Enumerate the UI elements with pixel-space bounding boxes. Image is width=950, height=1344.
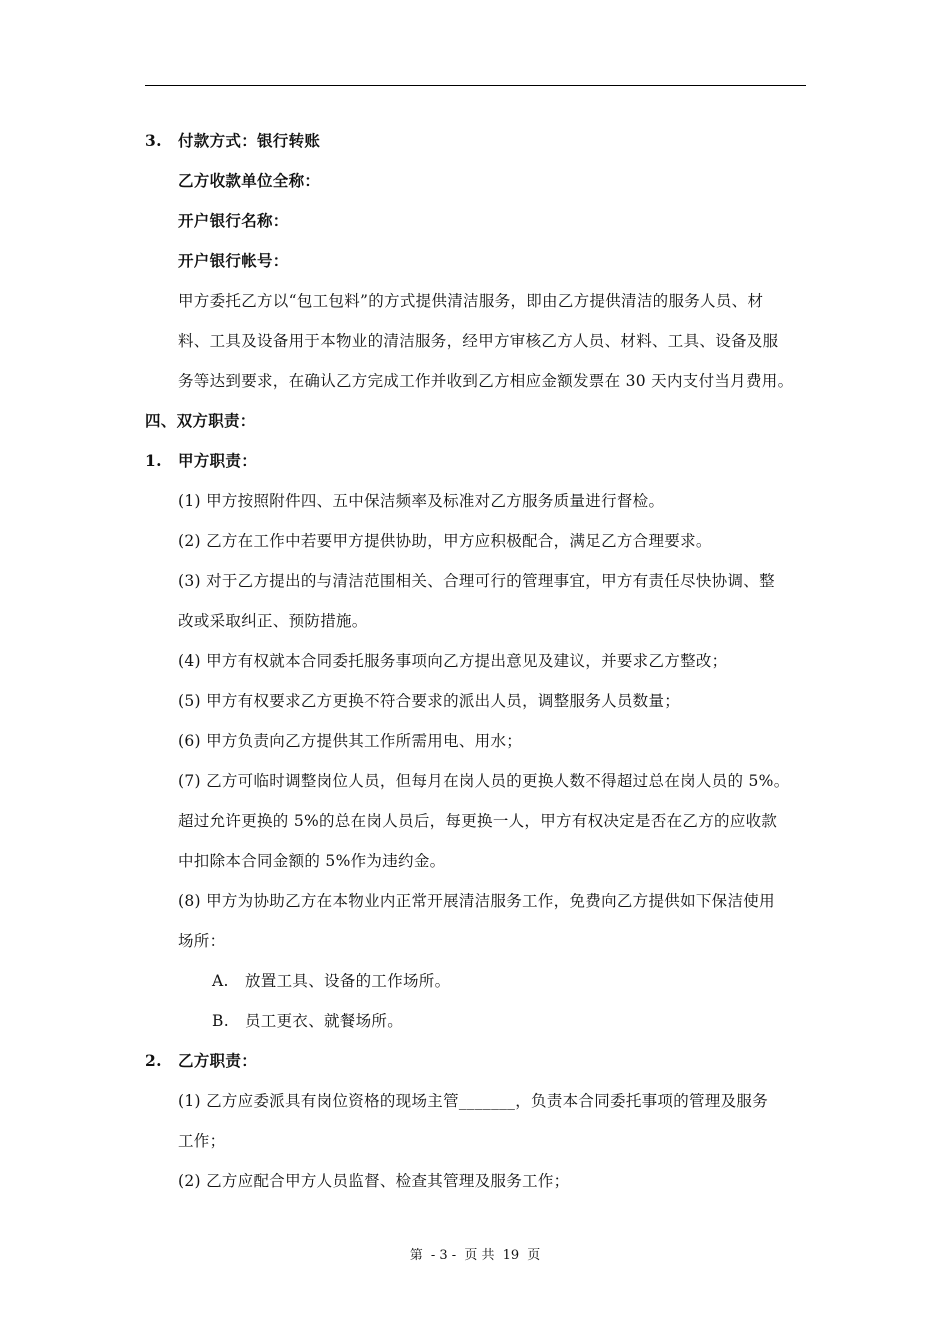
page-footer <box>0 1247 950 1265</box>
section3-number: 3. <box>145 131 162 150</box>
recipient-name-label: 乙方收款单位全称： <box>178 171 321 190</box>
footer-mid: 页 共 <box>464 1248 495 1263</box>
party-a-title: 甲方职责： <box>178 451 258 470</box>
payment-paragraph-text: 料、工具及设备用于本物业的清洁服务，经甲方审核乙方人员、材料、工具、设备及服 <box>178 332 779 350</box>
party-a-item-text: 场所： <box>178 932 226 950</box>
party-a-item-text: (2) 乙方在工作中若要甲方提供协助，甲方应积极配合，满足乙方合理要求。 <box>178 532 712 550</box>
party-b-title: 乙方职责： <box>178 1051 258 1070</box>
payment-paragraph-text: 务等达到要求，在确认乙方完成工作并收到乙方相应金额发票在 30 天内支付当月费用。 <box>178 372 794 390</box>
sub-item-text: 员工更衣、就餐场所。 <box>245 1012 404 1030</box>
bank-name-label: 开户银行名称： <box>178 211 289 230</box>
footer-total-pages: 19 <box>502 1248 520 1263</box>
section4-title: 四、双方职责： <box>145 411 256 430</box>
footer-suffix: 页 <box>527 1248 541 1263</box>
party-a-item-text: 超过允许更换的 5%的总在岗人员后，每更换一人，甲方有权决定是否在乙方的应收款 <box>178 812 778 830</box>
party-b-item-text: (1) 乙方应委派具有岗位资格的现场主管_______，负责本合同委托事项的管理及服务 <box>178 1092 769 1110</box>
party-b-number: 2. <box>145 1051 162 1070</box>
party-a-item-text: (7) 乙方可临时调整岗位人员，但每月在岗人员的更换人数不得超过总在岗人员的 5%。 <box>178 772 790 790</box>
payment-paragraph-text: 甲方委托乙方以“包工包料”的方式提供清洁服务，即由乙方提供清洁的服务人员、材 <box>178 292 764 310</box>
bank-account-label: 开户银行帐号： <box>178 251 289 270</box>
sub-item-letter: A. <box>212 972 229 990</box>
party-a-item-text: (5) 甲方有权要求乙方更换不符合要求的派出人员，调整服务人员数量； <box>178 692 681 710</box>
party-b-item-text: (2) 乙方应配合甲方人员监督、检查其管理及服务工作； <box>178 1172 570 1190</box>
header-rule <box>145 85 806 86</box>
party-a-item-text: (6) 甲方负责向乙方提供其工作所需用电、用水； <box>178 732 523 750</box>
party-a-item-text: (8) 甲方为协助乙方在本物业内正常开展清洁服务工作，免费向乙方提供如下保洁使用 <box>178 892 775 910</box>
party-a-item-text: (1) 甲方按照附件四、五中保洁频率及标准对乙方服务质量进行督检。 <box>178 492 665 510</box>
footer-page-number: - 3 - <box>430 1248 457 1263</box>
footer-prefix: 第 <box>409 1248 423 1263</box>
section3-title: 付款方式：银行转账 <box>178 131 321 150</box>
party-b-item-text: 工作； <box>178 1132 226 1150</box>
sub-item-letter: B. <box>212 1012 229 1030</box>
party-a-item-text: (4) 甲方有权就本合同委托服务事项向乙方提出意见及建议，并要求乙方整改； <box>178 652 728 670</box>
party-a-item-text: (3) 对于乙方提出的与清洁范围相关、合理可行的管理事宜，甲方有责任尽快协调、整 <box>178 572 775 590</box>
party-a-item-text: 中扣除本合同金额的 5%作为违约金。 <box>178 852 446 870</box>
sub-item-text: 放置工具、设备的工作场所。 <box>245 972 451 990</box>
party-a-number: 1. <box>145 451 162 470</box>
party-a-item-text: 改或采取纠正、预防措施。 <box>178 612 368 630</box>
